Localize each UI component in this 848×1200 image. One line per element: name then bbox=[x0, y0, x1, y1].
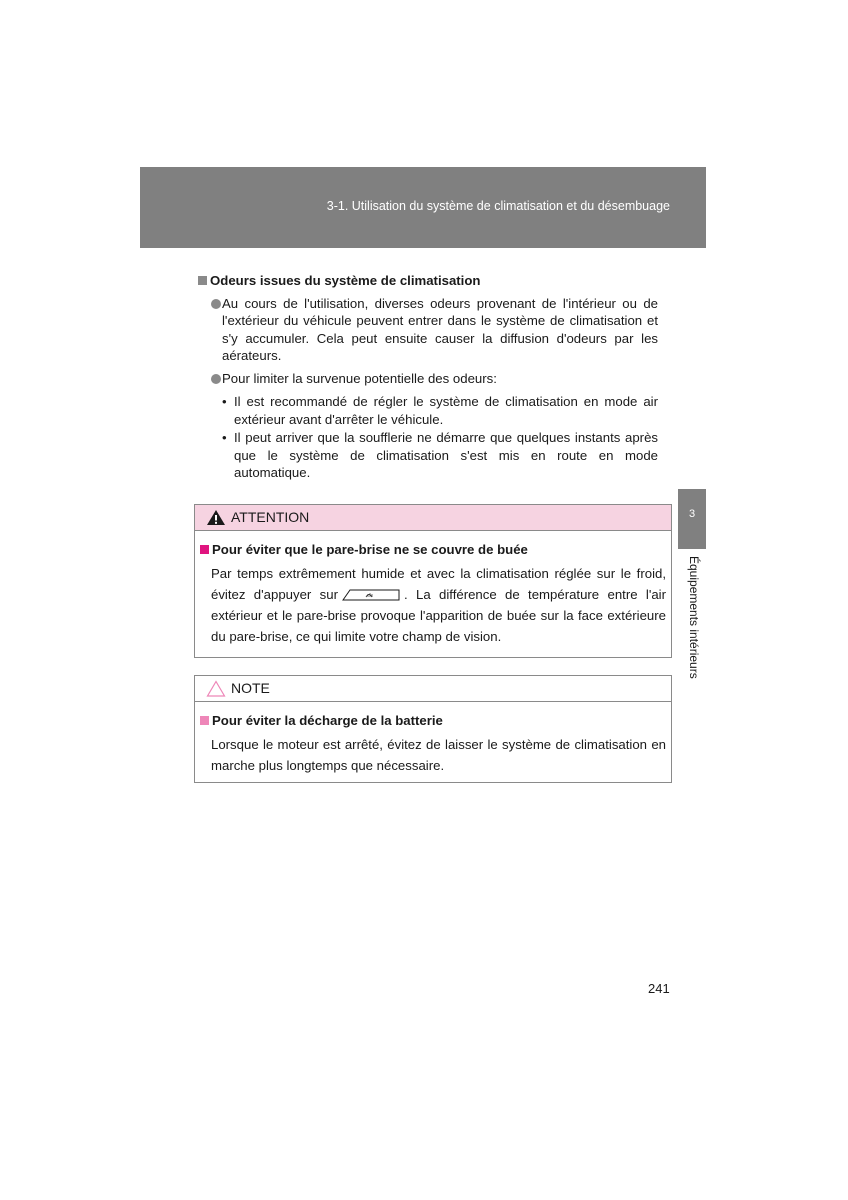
dot-bullet-icon: • bbox=[222, 394, 227, 409]
chapter-tab bbox=[678, 489, 706, 549]
sub-list-item: • Il peut arriver que la soufflerie ne démarre que quelques instants après que le système de climatisation s'est mis en route en mode automatique. bbox=[222, 430, 658, 480]
caution-triangle-icon bbox=[206, 680, 226, 697]
list-item: Pour limiter la survenue potentielle des odeurs: bbox=[198, 370, 658, 388]
dot-bullet-icon: • bbox=[222, 430, 227, 445]
chapter-label: Équipements intérieurs bbox=[687, 556, 701, 679]
note-box bbox=[194, 675, 672, 783]
chapter-number: 3 bbox=[688, 508, 696, 520]
note-text: Lorsque le moteur est arrêté, évitez de laisser le système de climatisation en marche plus longtemps que nécessaire. bbox=[211, 737, 666, 773]
square-bullet-icon bbox=[198, 276, 207, 285]
attention-text: Par temps extrêmement humide et avec la climatisation réglée sur le froid, évitez d'appuyer sur . La différence de température entre l'air extérieur et le pare-brise provoque l'apparition de buée sur la face extérieure du pare-brise, ce qui limite votre champ de vision. bbox=[211, 566, 666, 644]
list-item: Au cours de l'utilisation, diverses odeurs provenant de l'intérieur ou de l'extérieur du véhicule peuvent entrer dans le système de climatisation et s'y accumuler. Cela peut ensuite causer la diffusion d'odeurs par les aérateurs. bbox=[198, 295, 658, 365]
attention-title: Pour éviter que le pare-brise ne se couvre de buée bbox=[200, 541, 666, 559]
header-band bbox=[140, 167, 706, 248]
square-bullet-icon bbox=[200, 545, 209, 554]
circle-bullet-icon bbox=[211, 374, 221, 384]
page-number: 241 bbox=[648, 981, 670, 996]
attention-box bbox=[194, 504, 672, 658]
circle-bullet-icon bbox=[211, 299, 221, 309]
attention-body bbox=[195, 531, 671, 647]
sub-list-item: • Il est recommandé de régler le système de climatisation en mode air extérieur avant d'arrêter le véhicule. bbox=[222, 394, 658, 427]
square-bullet-icon bbox=[200, 716, 209, 725]
defroster-button-icon bbox=[342, 589, 400, 601]
note-heading: NOTE bbox=[231, 680, 270, 696]
attention-header bbox=[195, 505, 671, 531]
header-section-title: 3-1. Utilisation du système de climatisation et du désembuage bbox=[326, 199, 670, 213]
main-content bbox=[198, 272, 658, 482]
note-header bbox=[195, 676, 671, 702]
note-body bbox=[195, 702, 671, 776]
attention-heading: ATTENTION bbox=[231, 509, 310, 525]
warning-triangle-icon bbox=[206, 509, 226, 526]
note-title: Pour éviter la décharge de la batterie bbox=[200, 712, 666, 730]
section-heading: Odeurs issues du système de climatisation bbox=[198, 272, 658, 290]
